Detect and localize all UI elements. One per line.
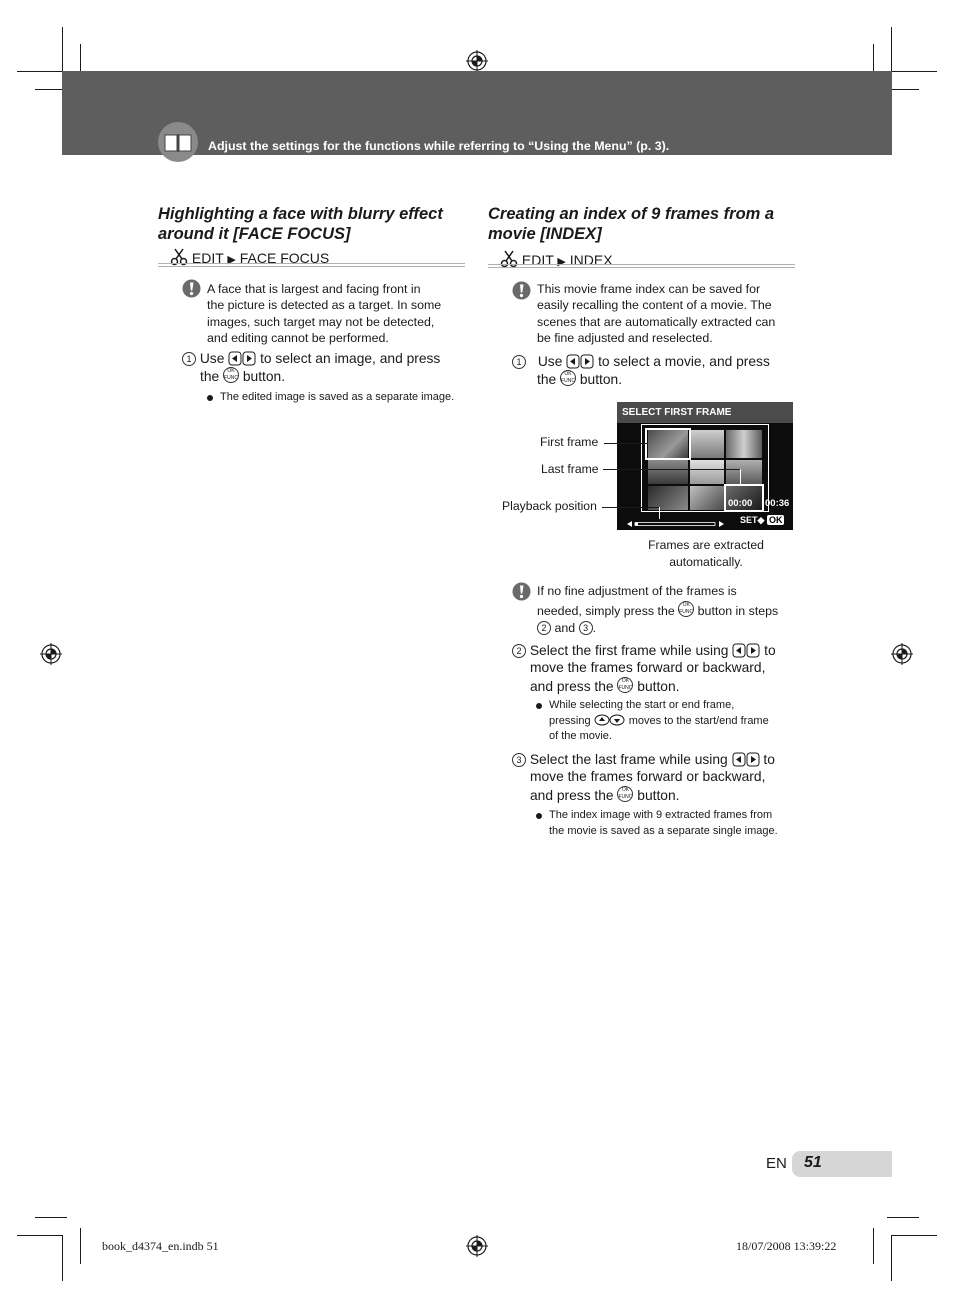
crop-mark (62, 27, 63, 73)
leader-line (604, 443, 648, 444)
crop-mark (17, 1235, 63, 1236)
playback-slider-icon (626, 520, 726, 528)
caution-icon (182, 279, 201, 298)
crop-mark (873, 1228, 874, 1264)
registration-mark-bottom (466, 1235, 488, 1257)
ok-func-button-icon: OK FUNC (224, 368, 238, 382)
footer-datetime: 18/07/2008 13:39:22 (736, 1239, 837, 1253)
ok-func-button-icon: OK FUNC (561, 371, 575, 385)
crop-mark (80, 1228, 81, 1264)
divider (158, 263, 465, 264)
index-note-2: If no fine adjustment of the frames is needed, simply press the OK FUNC button in steps 2 and 3 . (537, 584, 779, 635)
crop-mark (891, 71, 937, 72)
face-focus-step-1: 1 Use to select an image, and press the OK FUNC button. (182, 350, 472, 386)
footer-file: book_d4374_en.indb 51 (102, 1239, 219, 1253)
step-number: 1 (182, 352, 196, 366)
index-note: This movie frame index can be saved for easily recalling the content of a movie. The scenes that are automatically extracted can be fine adjusted and reselected. (537, 282, 776, 345)
step-number: 2 (537, 621, 551, 635)
step-number: 3 (579, 621, 593, 635)
left-right-arrow-buttons-icon (732, 752, 760, 767)
left-right-arrow-buttons-icon (566, 354, 594, 369)
index-bullet-2: While selecting the start or end frame, pressing moves to the start/end frame of the movie. (549, 698, 799, 745)
index-step-1: 1 Use to select a movie, and press the OK FUNC button. (512, 353, 802, 389)
menu-path-index: EDIT ▶ INDEX (500, 250, 613, 268)
left-right-arrow-buttons-icon (228, 351, 256, 366)
leader-line (602, 507, 660, 508)
divider (488, 267, 795, 268)
section-title-face-focus: Highlighting a face with blurry effect around it [FACE FOCUS] (158, 205, 443, 243)
crop-mark (62, 1235, 63, 1281)
crop-mark (891, 1235, 892, 1281)
leader-line (740, 469, 741, 485)
label-playback-position: Playback position (502, 499, 597, 513)
menu-path-face-focus: EDIT ▶ FACE FOCUS (170, 248, 329, 266)
ok-func-button-icon: OK FUNC (618, 786, 633, 800)
screen-caption: Frames are extracted automatically. (648, 538, 764, 569)
registration-mark-left (40, 643, 62, 665)
scissors-icon (500, 250, 518, 268)
step-number: 1 (512, 355, 526, 369)
diamond-icon: ◆ (757, 515, 765, 525)
crop-mark (35, 1217, 67, 1218)
set-label: SET◆ OK (740, 515, 783, 525)
page-number: 51 (804, 1154, 822, 1171)
header-instruction: Adjust the settings for the functions while referring to “Using the Menu” (p. 3). (208, 139, 670, 153)
screen-title: SELECT FIRST FRAME (617, 402, 793, 423)
registration-mark-right (891, 643, 913, 665)
index-step-2: 2 Select the first frame while using to move the frames forward or backward, and press the OK FUNC button. (512, 642, 802, 695)
time-end: 00:36 (765, 498, 790, 509)
book-icon-badge (158, 122, 198, 162)
triangle-right-icon: ▶ (227, 254, 236, 266)
crop-mark (887, 1217, 919, 1218)
face-focus-bullet: The edited image is saved as a separate image. (220, 390, 480, 406)
page-language: EN (766, 1155, 787, 1172)
divider (158, 266, 465, 267)
first-frame-selector (645, 428, 691, 460)
face-focus-note: A face that is largest and facing front in the picture is detected as a target. In some images, such target may not be detected, and editing cannot be performed. (207, 282, 442, 345)
time-start: 00:00 (728, 498, 753, 509)
leader-line (603, 469, 741, 470)
section-title-index: Creating an index of 9 frames from a movie [INDEX] (488, 205, 775, 243)
label-last-frame: Last frame (541, 462, 599, 476)
step-number: 3 (512, 753, 526, 767)
left-right-arrow-buttons-icon (732, 643, 760, 658)
crop-mark (891, 27, 892, 73)
ok-badge: OK (768, 515, 783, 525)
step-number: 2 (512, 644, 526, 658)
index-bullet-3: The index image with 9 extracted frames from the movie is saved as a separate single image. (549, 808, 799, 839)
book-icon (158, 122, 198, 162)
playback-bar (626, 515, 726, 523)
triangle-right-icon: ▶ (557, 256, 566, 268)
up-down-arrow-buttons-icon (594, 714, 626, 726)
leader-line (659, 507, 660, 519)
caution-icon (512, 582, 531, 601)
index-step-3: 3 Select the last frame while using to move the frames forward or backward, and press the OK FUNC button. (512, 751, 802, 804)
divider (488, 264, 795, 265)
ok-func-button-icon: OK FUNC (618, 677, 633, 691)
ok-func-button-icon: OK FUNC (679, 601, 694, 615)
crop-mark (17, 71, 63, 72)
crop-mark (891, 1235, 937, 1236)
label-first-frame: First frame (540, 435, 599, 449)
registration-mark-top (466, 50, 488, 72)
caution-icon (512, 281, 531, 300)
